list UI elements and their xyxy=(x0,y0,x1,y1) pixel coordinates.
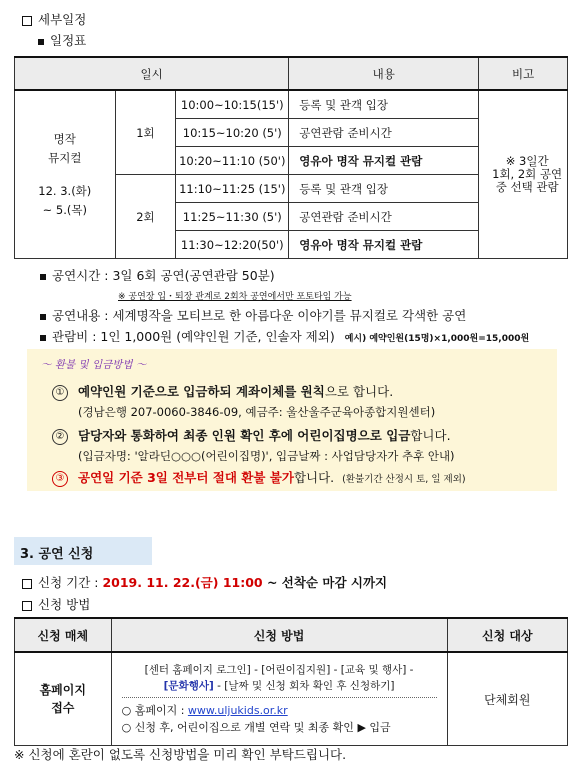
bullet-square-icon xyxy=(40,274,46,280)
refund-item-2-bold: 담당자와 통화하여 최종 인원 확인 후에 어린이집명으로 입금 xyxy=(78,428,411,443)
refund-item-3-tail: 합니다. xyxy=(293,470,335,485)
homepage-link[interactable]: www.uljukids.or.kr xyxy=(187,704,288,717)
remark-line: 1회, 2회 공연 xyxy=(492,167,563,181)
bullet-square-icon xyxy=(40,314,46,320)
medium-cell xyxy=(15,652,112,746)
content-cell: 영유아 명작 뮤지컬 관람 xyxy=(289,147,479,175)
remark-line: ※ 3일간 xyxy=(505,154,549,168)
content-cell: 공연관람 준비시간 xyxy=(289,119,479,147)
apply-table xyxy=(14,617,568,746)
refund-title: 〜 환불 및 입금방법 〜 xyxy=(41,359,147,371)
period-tail: ~ 선착순 마감 시까지 xyxy=(262,575,388,590)
info-fee xyxy=(40,327,529,345)
event-cell xyxy=(15,90,116,259)
remark-cell xyxy=(479,90,568,259)
session-label: 1회 xyxy=(115,90,176,175)
col-header-medium: 신청 매체 xyxy=(15,618,112,652)
path-line: [센터 홈페이지 로그인] - [어린이집지원] - [교육 및 행사] - xyxy=(144,664,414,676)
method-cell xyxy=(111,652,447,746)
method-label: 신청 방법 xyxy=(38,597,91,612)
event-name-2: 뮤지컬 xyxy=(48,150,82,165)
refund-item-3 xyxy=(52,468,466,487)
refund-item-1-bold: 예약인원 기준으로 입금하되 계좌이체를 원칙 xyxy=(78,384,325,399)
refund-item-3-bold: 공연일 기준 3일 전부터 절대 환불 불가 xyxy=(78,470,294,485)
info-content xyxy=(40,306,466,324)
bullet-square-icon xyxy=(38,39,44,45)
step-end: 입금 xyxy=(369,721,391,734)
checkbox-square-icon xyxy=(22,16,32,26)
target-cell: 단체회원 xyxy=(447,652,567,746)
info-content-text: 공연내용 : 세계명작을 모티브로 한 아름다운 이야기를 뮤지컬로 각색한 공연 xyxy=(52,308,467,323)
col-header-datetime: 일시 xyxy=(15,57,289,90)
time-cell: 10:20~11:10 (50') xyxy=(176,147,289,175)
refund-item-2-tail: 합니다. xyxy=(410,428,451,443)
refund-item-1 xyxy=(52,382,393,401)
col-header-content: 내용 xyxy=(289,57,479,90)
section-heading-text: 세부일정 xyxy=(38,12,87,27)
medium-line: 접수 xyxy=(51,701,75,715)
path-tail: - [날짜 및 신청 회차 확인 후 신청하기] xyxy=(213,680,395,692)
medium-line: 홈페이지 xyxy=(39,683,86,697)
time-cell: 11:10~11:25 (15') xyxy=(176,175,289,203)
home-label: 홈페이지 : xyxy=(134,704,188,717)
col-header-method: 신청 방법 xyxy=(111,618,447,652)
number-icon: ③ xyxy=(52,471,68,487)
refund-item-2-sub: (입금자명: '알라딘○○○(어린이집명)', 입금날짜 : 사업담당자가 추후 안내) xyxy=(78,449,455,463)
schedule-table xyxy=(14,56,568,259)
session-label: 2회 xyxy=(115,175,176,259)
content-cell: 영유아 명작 뮤지컬 관람 xyxy=(289,231,479,259)
circle-bullet-icon: ○ xyxy=(121,721,132,734)
content-cell: 등록 및 관객 입장 xyxy=(289,175,479,203)
period-label: 신청 기간 : xyxy=(38,575,103,590)
refund-item-1-tail: 으로 합니다. xyxy=(324,384,394,399)
number-icon: ② xyxy=(52,429,68,445)
apply-method-heading xyxy=(22,595,90,613)
content-cell: 등록 및 관객 입장 xyxy=(289,90,479,119)
time-cell: 10:00~10:15(15') xyxy=(176,90,289,119)
path-highlight: [문화행사] xyxy=(163,680,214,692)
time-cell: 11:25~11:30 (5') xyxy=(176,203,289,231)
sub-heading-text: 일정표 xyxy=(50,33,87,48)
time-cell: 10:15~10:20 (5') xyxy=(176,119,289,147)
method-path xyxy=(122,662,437,698)
event-name: 명작 xyxy=(53,131,76,146)
col-header-target: 신청 대상 xyxy=(447,618,567,652)
bullet-square-icon xyxy=(40,335,46,341)
time-cell: 11:30~12:20(50') xyxy=(176,231,289,259)
refund-item-3-note: (환불기간 산정시 토, 일 제외) xyxy=(342,474,466,485)
period-date: 2019. 11. 22.(금) 11:00 xyxy=(102,575,263,590)
sub-heading xyxy=(38,31,86,49)
checkbox-square-icon xyxy=(22,579,32,589)
section-heading xyxy=(22,10,86,28)
step-text: 신청 후, 어린이집으로 개별 연락 및 최종 확인 xyxy=(134,721,354,734)
section3-title-box xyxy=(14,537,152,565)
remark-line: 중 선택 관람 xyxy=(495,180,559,194)
col-header-remark: 비고 xyxy=(479,57,568,90)
refund-item-1-sub: (경남은행 207-0060-3846-09, 예금주: 울산울주군육아종합지원센터) xyxy=(78,405,436,419)
info-time xyxy=(40,266,275,284)
refund-item-2 xyxy=(52,426,451,445)
event-date-2: ~ 5.(목) xyxy=(42,202,87,217)
arrow-right-icon: ▶ xyxy=(357,721,366,734)
info-fee-text: 관람비 : 1인 1,000원 (예약인원 기준, 인솔자 제외) xyxy=(52,329,335,344)
circle-bullet-icon: ○ xyxy=(121,704,132,717)
info-time-note: ※ 공연장 입・퇴장 관계로 2회차 공연에서만 포토타임 가능 xyxy=(118,292,352,302)
content-cell: 공연관람 준비시간 xyxy=(289,203,479,231)
number-icon: ① xyxy=(52,385,68,401)
apply-period xyxy=(22,573,387,591)
event-date: 12. 3.(화) xyxy=(38,183,92,198)
refund-title-text: 환불 및 입금방법 xyxy=(54,359,133,371)
info-time-text: 공연시간 : 3일 6회 공연(공연관람 50분) xyxy=(52,268,275,283)
checkbox-square-icon xyxy=(22,601,32,611)
section3-title: 3. 공연 신청 xyxy=(20,547,94,562)
footer-note: ※ 신청에 혼란이 없도록 신청방법을 미리 확인 부탁드립니다. xyxy=(14,747,347,762)
fee-example: 예시) 예약인원(15명)×1,000원=15,000원 xyxy=(344,334,530,344)
